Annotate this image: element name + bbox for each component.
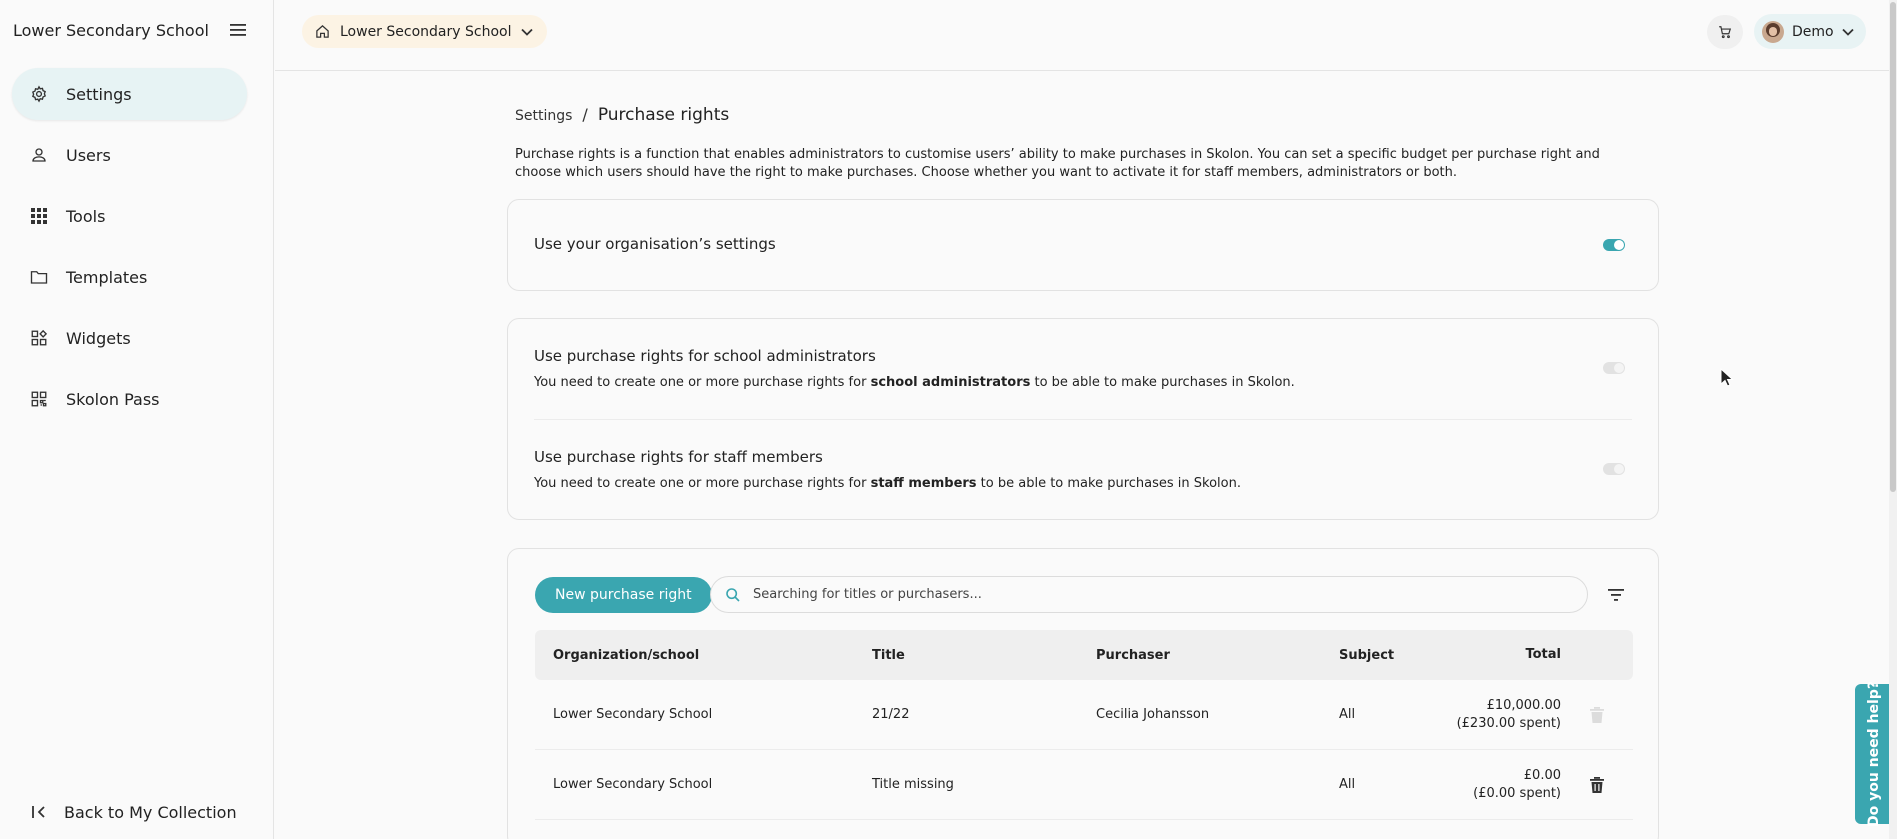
sidebar-nav [12, 68, 247, 434]
user-name: Demo [1792, 23, 1834, 40]
sidebar-item-users[interactable] [12, 129, 247, 181]
scrollbar-thumb[interactable] [1890, 2, 1896, 492]
filter-icon [1608, 589, 1624, 601]
column-header-total[interactable]: Total [1525, 647, 1561, 662]
staff-rights-description: You need to create one or more purchase rights for staff members to be able to make purchases in Skolon. [534, 476, 1241, 491]
table-row[interactable] [535, 680, 1633, 750]
table-row[interactable] [535, 750, 1633, 820]
org-settings-card [507, 199, 1659, 291]
cart-icon [1718, 25, 1732, 39]
back-to-collection-link[interactable] [28, 801, 237, 823]
qr-code-icon [28, 388, 50, 410]
page-scrollbar[interactable] [1889, 0, 1897, 839]
column-header-purchaser[interactable]: Purchaser [1096, 647, 1170, 663]
divider [534, 419, 1632, 420]
sidebar [0, 0, 274, 839]
sidebar-item-label: Widgets [66, 328, 131, 348]
sidebar-item-label: Tools [66, 206, 106, 226]
collapse-left-icon [28, 801, 50, 823]
grid-icon [28, 205, 50, 227]
purchase-rights-list-card [507, 548, 1659, 839]
cell-subject: All [1339, 777, 1356, 792]
mouse-cursor-icon [1720, 368, 1734, 388]
filter-button[interactable] [1604, 583, 1628, 607]
intro-text: Purchase rights is a function that enables administrators to customise users’ ability to make purchases in Skolon. You can set a specific budget per purchase right and choose which users should have the right to make purchases. Choose whether you want to activate it for staff members, administrators or both. [515, 147, 1600, 180]
chevron-down-icon [1842, 28, 1854, 36]
avatar [1762, 21, 1784, 43]
cell-total: £10,000.00 (£230.00 spent) [1456, 697, 1561, 731]
column-header-org[interactable]: Organization/school [553, 647, 700, 663]
org-settings-label: Use your organisation’s settings [534, 235, 776, 253]
column-header-subject[interactable]: Subject [1339, 647, 1395, 663]
cell-subject: All [1339, 707, 1356, 722]
back-to-collection-label: Back to My Collection [64, 802, 237, 822]
search-input[interactable] [753, 587, 1533, 602]
topbar [275, 0, 1897, 71]
cell-title: Title missing [872, 777, 954, 792]
delete-button-disabled [1587, 705, 1607, 725]
staff-rights-label: Use purchase rights for staff members [534, 448, 823, 466]
cart-button[interactable] [1707, 15, 1743, 49]
cell-purchaser: Cecilia Johansson [1096, 707, 1210, 722]
search-icon [725, 587, 741, 603]
search-box [710, 576, 1588, 613]
person-icon [28, 144, 50, 166]
home-icon [314, 24, 330, 40]
hamburger-menu-icon[interactable] [227, 19, 249, 41]
sidebar-item-templates[interactable] [12, 251, 247, 303]
help-tab-label: Do you need help? [1866, 681, 1882, 827]
widgets-icon [28, 327, 50, 349]
breadcrumb-settings-link[interactable]: Settings [515, 108, 573, 124]
cell-org: Lower Secondary School [553, 707, 713, 722]
sidebar-title: Lower Secondary School [13, 20, 209, 40]
cell-total: £0.00 (£0.00 spent) [1473, 767, 1561, 801]
cell-org: Lower Secondary School [553, 777, 713, 792]
breadcrumb-separator: / [582, 105, 588, 124]
new-purchase-right-button[interactable]: New purchase right [535, 577, 712, 613]
column-header-title[interactable]: Title [872, 647, 905, 663]
folder-icon [28, 266, 50, 288]
trash-icon [1590, 777, 1604, 793]
trash-icon [1590, 707, 1604, 723]
delete-button[interactable] [1587, 775, 1607, 795]
gear-icon [28, 83, 50, 105]
admin-rights-toggle[interactable] [1603, 362, 1625, 374]
sidebar-item-label: Settings [66, 84, 132, 104]
sidebar-item-label: Templates [66, 267, 148, 287]
purchase-rights-roles-card [507, 318, 1659, 520]
chevron-down-icon [521, 28, 533, 36]
sidebar-item-widgets[interactable] [12, 312, 247, 364]
school-selector[interactable] [302, 15, 547, 48]
user-menu[interactable] [1754, 14, 1866, 49]
table-header [535, 630, 1633, 680]
admin-rights-description: You need to create one or more purchase rights for school administrators to be able to make purchases in Skolon. [534, 375, 1295, 390]
staff-rights-toggle[interactable] [1603, 463, 1625, 475]
cell-title: 21/22 [872, 707, 910, 722]
sidebar-item-settings[interactable] [12, 68, 247, 120]
sidebar-item-tools[interactable] [12, 190, 247, 242]
sidebar-header [13, 19, 249, 41]
help-tab[interactable] [1855, 681, 1893, 827]
admin-rights-label: Use purchase rights for school administrators [534, 347, 876, 365]
org-settings-toggle[interactable] [1603, 239, 1625, 251]
page-title: Purchase rights [597, 105, 730, 125]
purchase-rights-table [535, 630, 1633, 820]
school-selector-label: Lower Secondary School [340, 23, 512, 40]
sidebar-item-skolon-pass[interactable] [12, 373, 247, 425]
breadcrumb [515, 105, 729, 125]
sidebar-item-label: Skolon Pass [66, 389, 160, 409]
sidebar-item-label: Users [66, 145, 111, 165]
